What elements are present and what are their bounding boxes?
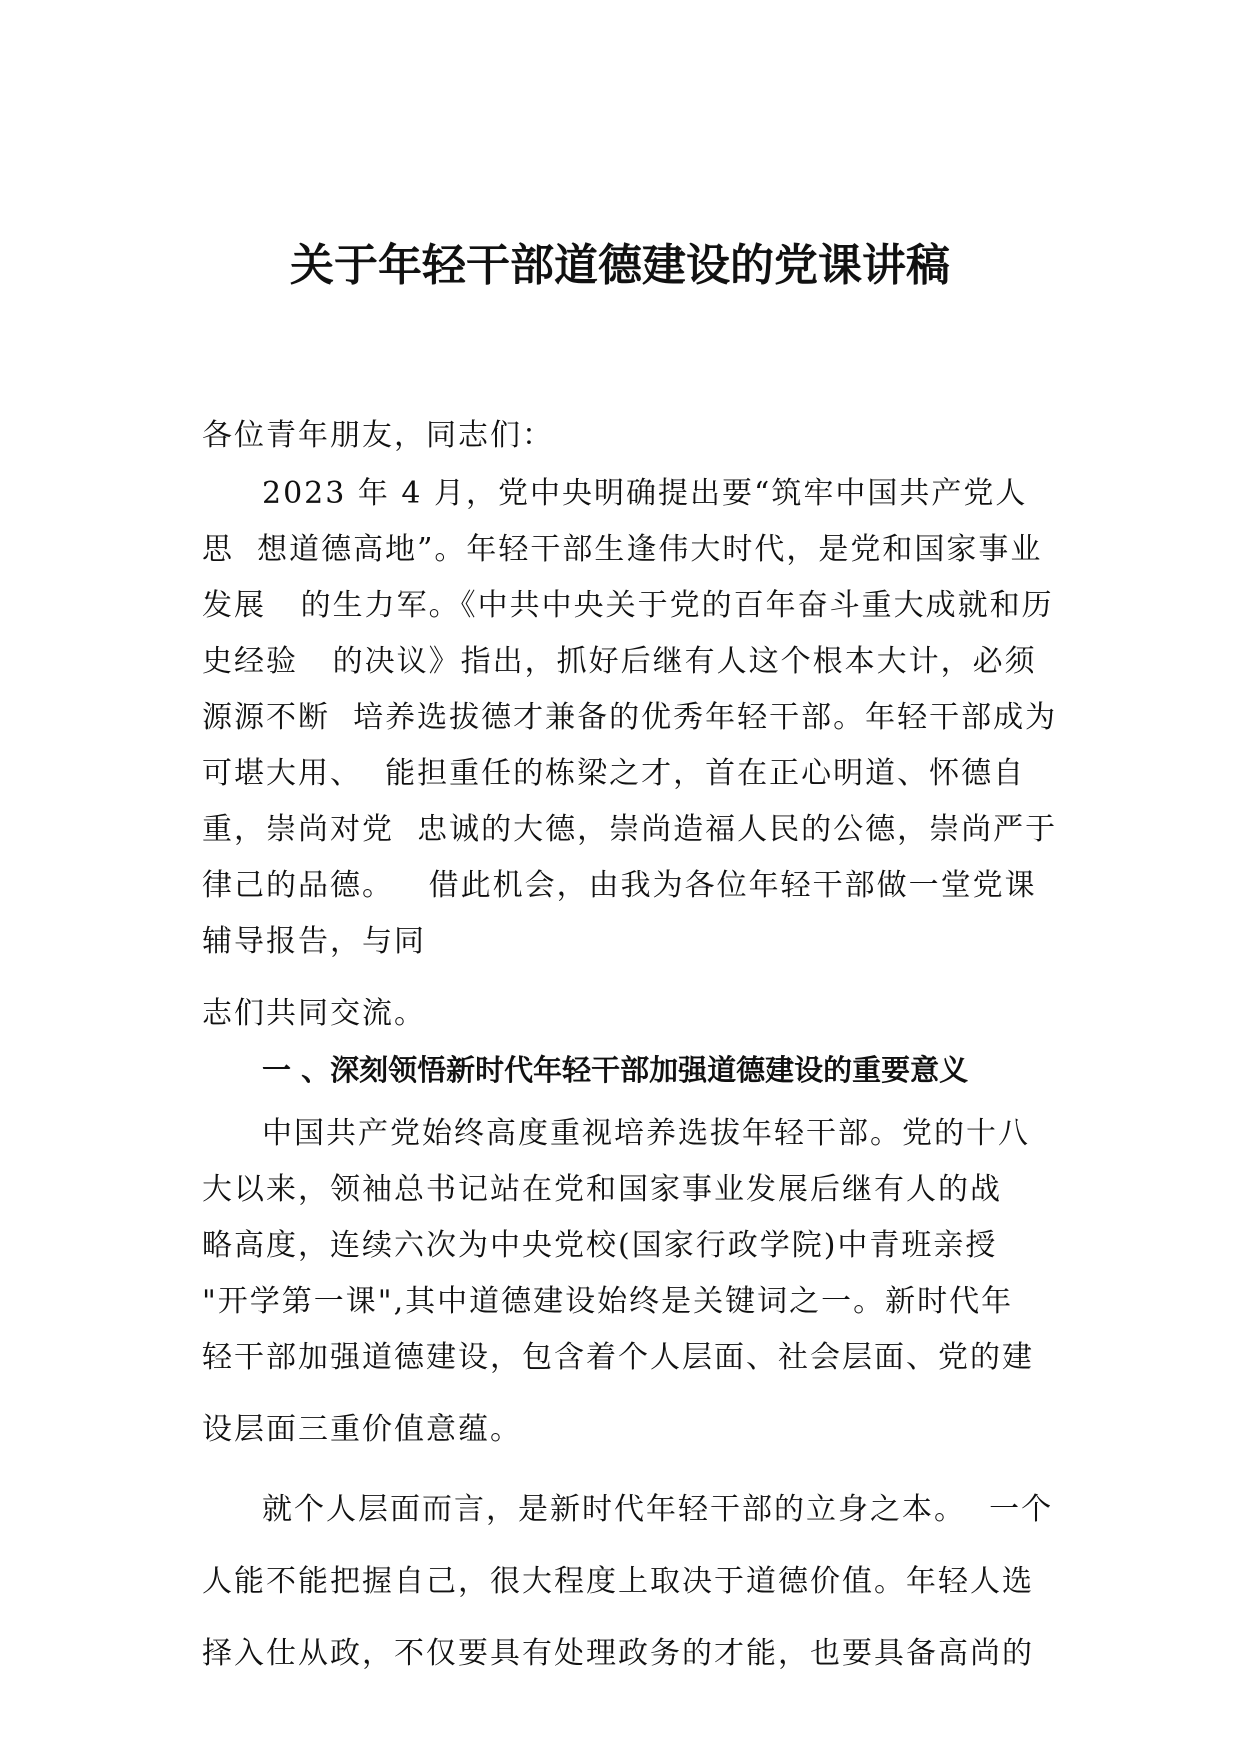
paragraph-line: 可堪大用、 能担重任的栋梁之才，首在正心明道、怀德自 [202,756,1026,791]
paragraph-line: 中国共产党始终高度重视培养选拔年轻干部。党的十八 [262,1116,1030,1151]
paragraph-line: 史经验 的决议》指出，抓好后继有人这个根本大计，必须 [202,644,1037,679]
greeting-line: 各位青年朋友，同志们： [202,418,554,453]
paragraph-line: 辅导报告，与同 [202,924,426,959]
paragraph-line: 发展 的生力军。《中共中央关于党的百年奋斗重大成就和历 [202,588,1054,623]
section-heading: 一 、深刻领悟新时代年轻干部加强道德建设的重要意义 [262,1053,969,1087]
paragraph-line: 律己的品德。 借此机会，由我为各位年轻干部做一堂党课 [202,868,1037,903]
paragraph-line: 轻干部加强道德建设，包含着个人层面、社会层面、党的建 [202,1340,1034,1375]
paragraph-line: "开学第一课",其中道德建设始终是关键词之一。新时代年 [202,1284,1014,1319]
paragraph-line: 设层面三重价值意蕴。 [202,1412,522,1447]
paragraph-line: 源源不断 培养选拔德才兼备的优秀年轻干部。年轻干部成为 [202,700,1058,735]
paragraph-line: 志们共同交流。 [202,996,426,1031]
paragraph-line: 重，崇尚对党 忠诚的大德，崇尚造福人民的公德，崇尚严于 [202,812,1058,847]
paragraph-line: 就个人层面而言，是新时代年轻干部的立身之本。 一个 [262,1492,1054,1527]
document-title: 关于年轻干部道德建设的党课讲稿 [290,240,950,291]
paragraph-line: 思 想道德高地”。年轻干部生逢伟大时代，是党和国家事业 [202,532,1043,567]
paragraph-line: 择入仕从政，不仅要具有处理政务的才能，也要具备高尚的 [202,1636,1034,1671]
paragraph-line: 大以来，领袖总书记站在党和国家事业发展后继有人的战 [202,1172,1002,1207]
paragraph-line: 人能不能把握自己，很大程度上取决于道德价值。年轻人选 [202,1564,1034,1599]
paragraph-line: 2023 年 4 月，党中央明确提出要“筑牢中国共产党人 [262,476,1028,511]
paragraph-line: 略高度，连续六次为中央党校(国家行政学院)中青班亲授 [202,1228,998,1263]
